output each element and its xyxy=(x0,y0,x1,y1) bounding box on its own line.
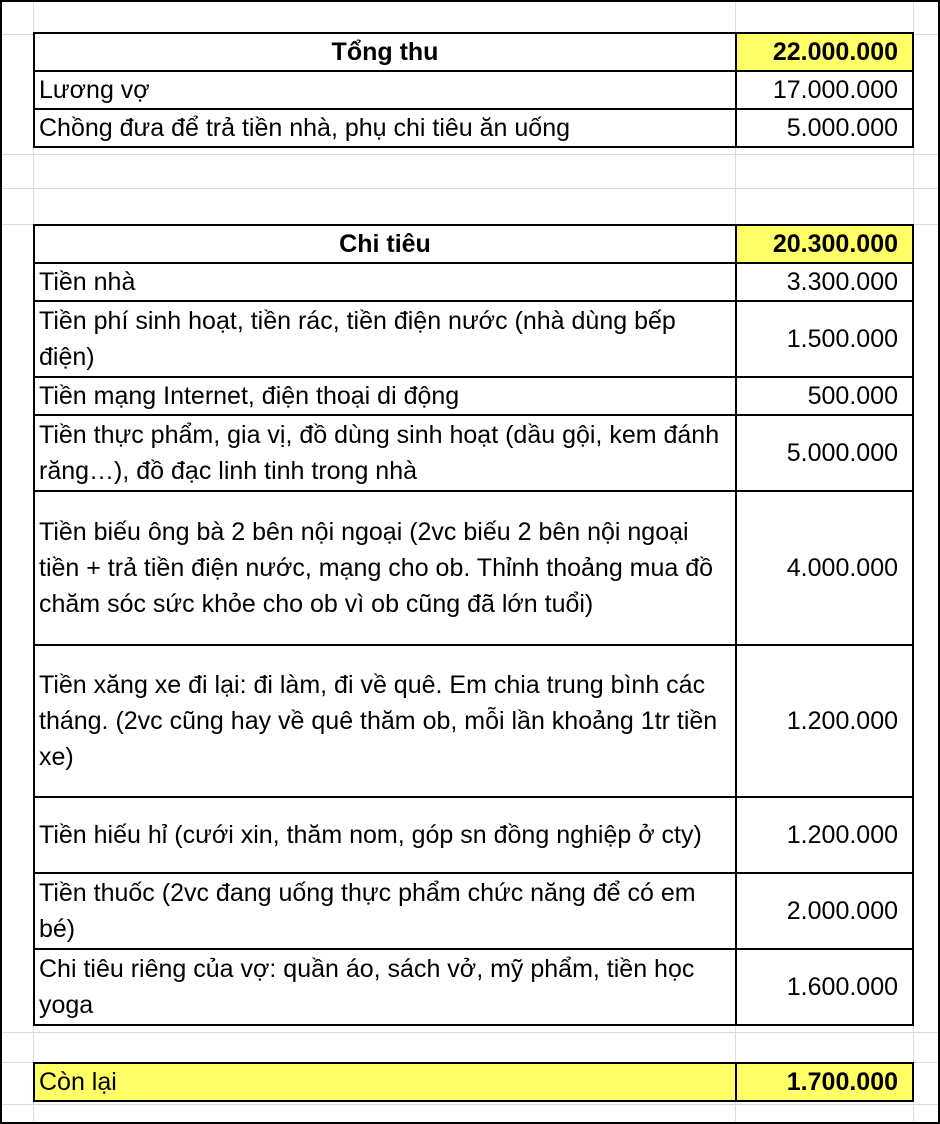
row-label: Tiền phí sinh hoạt, tiền rác, tiền điện nước (nhà dùng bếp điện) xyxy=(39,307,676,371)
row-amount: 5.000.000 xyxy=(786,113,898,142)
row-amount: 500.000 xyxy=(807,381,898,410)
row-amount: 1.500.000 xyxy=(786,324,898,353)
row-amount: 1.600.000 xyxy=(786,972,898,1001)
row-label: Lương vợ xyxy=(39,76,150,104)
row-amount: 5.000.000 xyxy=(786,438,898,467)
row-label: Tiền mạng Internet, điện thoại di động xyxy=(39,382,460,410)
expenses-title: Chi tiêu xyxy=(35,226,737,262)
row-label: Chồng đưa để trả tiền nhà, phụ chi tiêu ăn uống xyxy=(39,114,571,142)
remaining-label: Còn lại xyxy=(35,1064,737,1100)
row-amount: 1.200.000 xyxy=(786,706,898,735)
row-amount: 1.200.000 xyxy=(786,820,898,849)
row-label: Tiền xăng xe đi lại: đi làm, đi về quê. Em chia trung bình các tháng. (2vc cũng hay về quê thăm ob, mỗi lần khoảng 1tr tiền xe) xyxy=(39,671,718,771)
row-amount: 17.000.000 xyxy=(772,75,898,104)
row-label: Tiền thực phẩm, gia vị, đồ dùng sinh hoạt (dầu gội, kem đánh răng…), đồ đạc linh tinh trong nhà xyxy=(39,421,720,485)
row-label: Tiền thuốc (2vc đang uống thực phẩm chức năng để có em bé) xyxy=(39,879,696,943)
row-label: Chi tiêu riêng của vợ: quần áo, sách vở, mỹ phẩm, tiền học yoga xyxy=(39,955,695,1019)
row-amount: 2.000.000 xyxy=(786,896,898,925)
row-amount: 3.300.000 xyxy=(786,267,898,296)
row-label: Tiền nhà xyxy=(39,268,136,296)
income-title: Tổng thu xyxy=(35,34,737,70)
remaining-amount: 1.700.000 xyxy=(737,1064,912,1100)
row-amount: 4.000.000 xyxy=(786,553,898,582)
income-total: 22.000.000 xyxy=(737,34,912,70)
row-label: Tiền hiếu hỉ (cưới xin, thăm nom, góp sn đồng nghiệp ở cty) xyxy=(39,821,702,849)
row-label: Tiền biếu ông bà 2 bên nội ngoại (2vc biếu 2 bên nội ngoại tiền + trả tiền điện nước, mạng cho ob. Thỉnh thoảng mua đồ chăm sóc sức khỏe cho ob vì ob cũng đã lớn tuổi) xyxy=(39,518,714,618)
expenses-total: 20.300.000 xyxy=(737,226,912,262)
